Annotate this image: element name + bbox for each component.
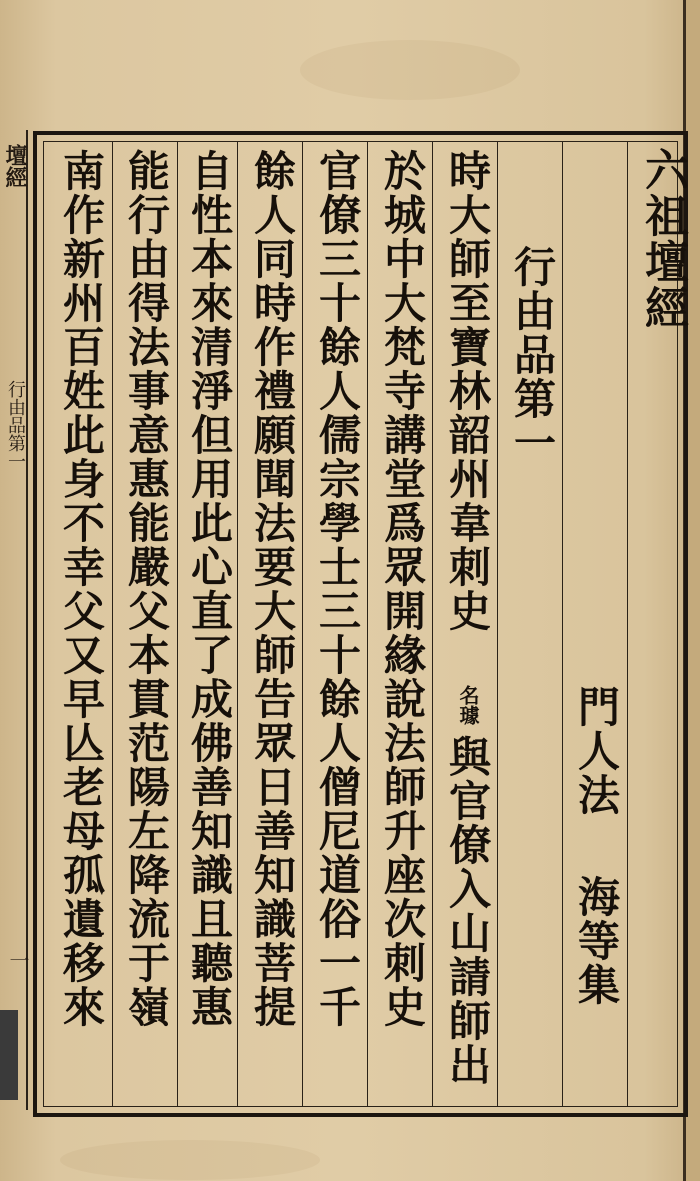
column-rule bbox=[627, 141, 628, 1107]
gutter-page-number: 一 bbox=[6, 950, 30, 970]
gutter-title: 壇經 bbox=[2, 144, 28, 188]
previous-page-edge bbox=[0, 130, 28, 1110]
chapter-heading: 行由品第一 bbox=[508, 245, 557, 465]
gutter-chapter: 行由品第一 bbox=[5, 380, 26, 470]
body-column-5: 自性本來清淨但用此心直了成佛善知識且聽惠 bbox=[185, 149, 234, 1029]
page-frame bbox=[33, 131, 688, 1117]
compiler-prefix: 門人法 bbox=[572, 685, 621, 817]
inline-annotation: 名璩 bbox=[456, 685, 480, 725]
body-column-7: 南作新州百姓此身不幸父又早亾老母孤遺移來 bbox=[57, 149, 106, 1029]
body-column-3: 官僚三十餘人儒宗學士三十餘人僧尼道俗一千 bbox=[313, 149, 362, 1029]
paper-stain bbox=[300, 40, 520, 100]
book-title: 六祖壇經 bbox=[637, 147, 688, 331]
paper-stain bbox=[60, 1140, 320, 1180]
body-column-4: 餘人同時作禮願聞法要大師告眾日善知識菩提 bbox=[248, 149, 297, 1029]
compiler-name: 海等集 bbox=[572, 875, 621, 1007]
column-rule bbox=[112, 141, 113, 1107]
body-column-1-continued: 與官僚入山請師出 bbox=[443, 735, 492, 1087]
body-column-1: 時大師至寶林韶州韋刺史 bbox=[443, 149, 492, 633]
body-column-2: 於城中大梵寺講堂爲眾開緣說法師升座次刺史 bbox=[378, 149, 427, 1029]
gutter-dark-patch bbox=[0, 1010, 18, 1100]
body-column-6: 能行由得法事意惠能嚴父本貫范陽左降流于嶺 bbox=[122, 149, 171, 1029]
